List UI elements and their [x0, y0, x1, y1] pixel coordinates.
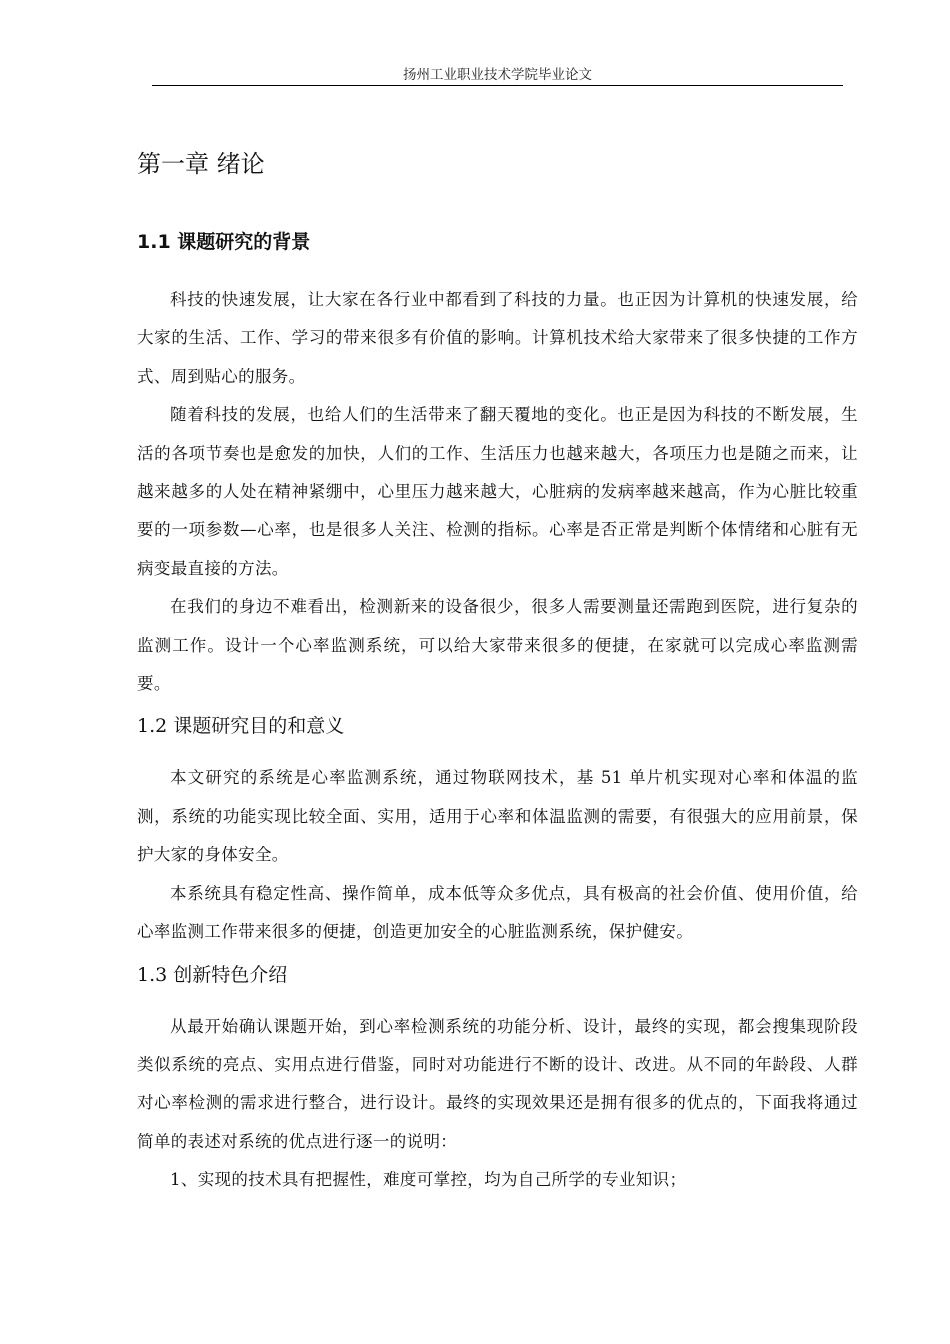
- paragraph: 本文研究的系统是心率监测系统，通过物联网技术，基 51 单片机实现对心率和体温的监测，系统的功能实现比较全面、实用，适用于心率和体温监测的需要，有很强大的应用前景，保护大家的身体安全。: [137, 768, 858, 865]
- section-title-1-1: 1.1 课题研究的背景: [137, 231, 311, 253]
- paragraph: 随着科技的发展，也给人们的生活带来了翻天覆地的变化。也正是因为科技的不断发展，生活的各项节奏也是愈发的加快，人们的工作、生活压力也越来越大，各项压力也是随之而来，让越来越多的人处在精神紧绷中，心里压力越来越大，心脏病的发病率越来越高，作为心脏比较重要的一项参数—心率，也是很多人关注、检测的指标。心率是否正常是判断个体情绪和心脏有无病变最直接的方法。: [137, 405, 858, 578]
- running-header: 扬州工业职业技术学院毕业论文: [403, 67, 592, 83]
- list-item: 1、实现的技术具有把握性，难度可掌控，均为自己所学的专业知识；: [170, 1170, 687, 1190]
- paragraph: 本系统具有稳定性高、操作简单，成本低等众多优点，具有极高的社会价值、使用价值，给心率监测工作带来很多的便捷，创造更加安全的心脏监测系统，保护健安。: [137, 883, 858, 942]
- paragraph: 科技的快速发展，让大家在各行业中都看到了科技的力量。也正因为计算机的快速发展，给大家的生活、工作、学习的带来很多有价值的影响。计算机技术给大家带来了很多快捷的工作方式、周到贴心的服务。: [137, 290, 858, 386]
- chapter-title: 第一章 绪论: [137, 150, 265, 178]
- section-title-1-3: 1.3 创新特色介绍: [137, 963, 288, 986]
- header-rule: [152, 85, 843, 86]
- section-title-1-2: 1.2 课题研究目的和意义: [137, 715, 345, 738]
- page-body: [137, 144, 858, 1200]
- paragraph: 在我们的身边不难看出，检测新来的设备很少，很多人需要测量还需跑到医院，进行复杂的监测工作。设计一个心率监测系统，可以给大家带来很多的便捷，在家就可以完成心率监测需要。: [137, 597, 858, 694]
- paragraph: 从最开始确认课题开始，到心率检测系统的功能分析、设计，最终的实现，都会搜集现阶段类似系统的亮点、实用点进行借鉴，同时对功能进行不断的设计、改进。从不同的年龄段、人群对心率检测的需求进行整合，进行设计。最终的实现效果还是拥有很多的优点的，下面我将通过简单的表述对系统的优点进行逐一的说明：: [137, 1016, 858, 1151]
